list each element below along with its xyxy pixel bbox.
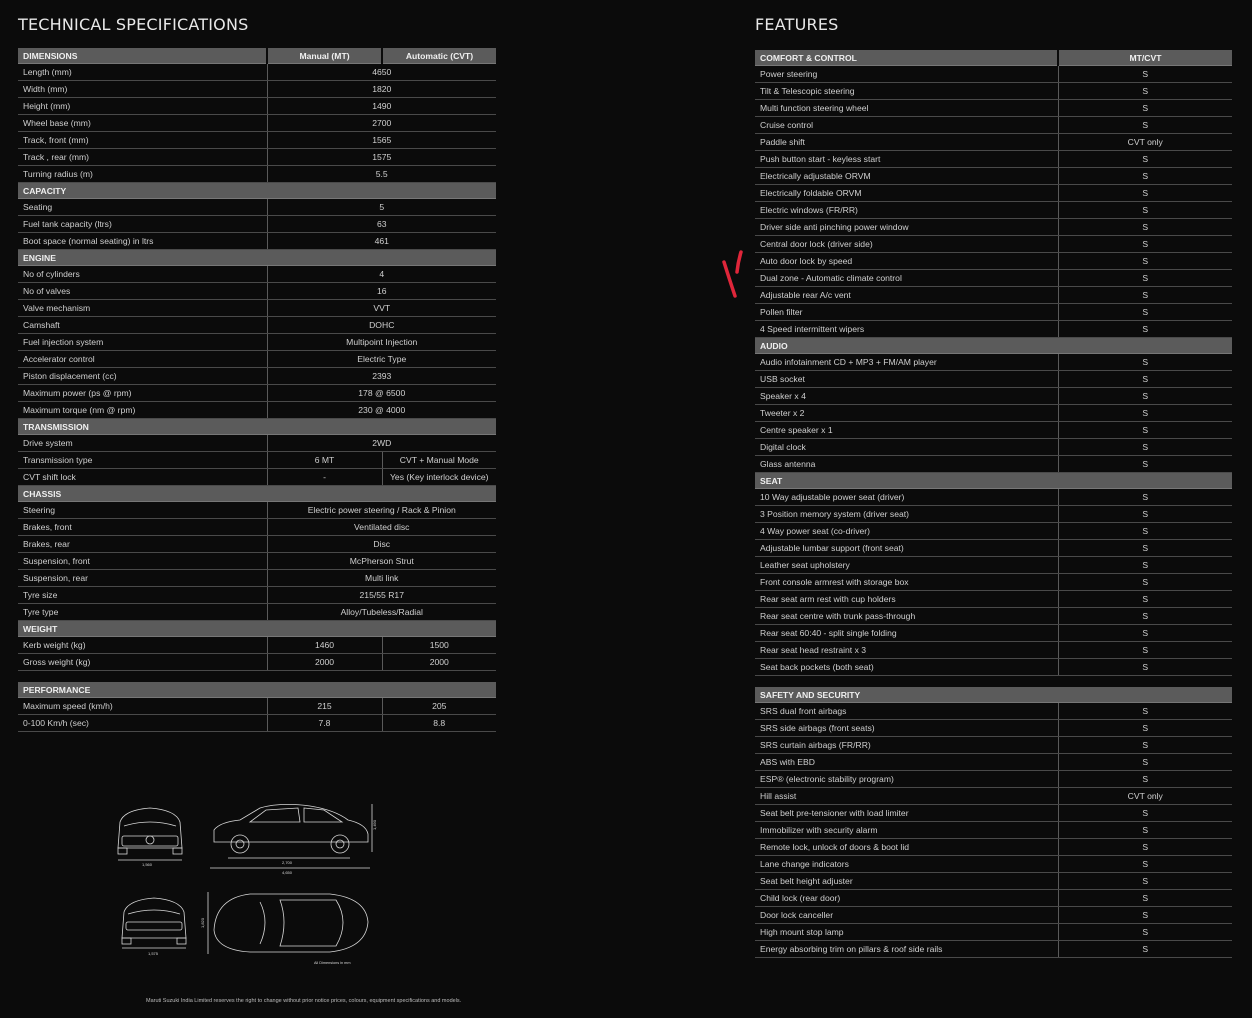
table-row xyxy=(755,168,1232,185)
feature-label: Child lock (rear door) xyxy=(755,890,1058,907)
top-view-drawing xyxy=(208,892,368,954)
feature-value: CVT only xyxy=(1058,788,1232,805)
front-width-label: 1,560 xyxy=(142,862,153,867)
feature-value: S xyxy=(1058,625,1232,642)
table-row xyxy=(755,151,1232,168)
spec-label: Brakes, rear xyxy=(18,536,267,553)
feature-value: S xyxy=(1058,720,1232,737)
feature-label: SRS curtain airbags (FR/RR) xyxy=(755,737,1058,754)
feature-value: S xyxy=(1058,659,1232,676)
column-header-mt-cvt: MT/CVT xyxy=(1058,50,1232,66)
table-row xyxy=(18,402,496,419)
table-row xyxy=(755,270,1232,287)
table-row xyxy=(755,608,1232,625)
table-row xyxy=(18,317,496,334)
feature-label: Glass antenna xyxy=(755,456,1058,473)
feature-label: Cruise control xyxy=(755,117,1058,134)
spec-value: Ventilated disc xyxy=(267,519,496,536)
table-row xyxy=(755,591,1232,608)
section-header xyxy=(18,621,496,637)
spacer-row xyxy=(18,671,496,683)
table-row xyxy=(755,822,1232,839)
table-row xyxy=(18,587,496,604)
feature-label: Rear seat centre with trunk pass-through xyxy=(755,608,1058,625)
spec-label: Boot space (normal seating) in ltrs xyxy=(18,233,267,250)
spec-value: DOHC xyxy=(267,317,496,334)
spec-label: CVT shift lock xyxy=(18,469,267,486)
spec-label: Kerb weight (kg) xyxy=(18,637,267,654)
table-row xyxy=(755,856,1232,873)
spec-value: 1820 xyxy=(267,81,496,98)
feature-label: Tweeter x 2 xyxy=(755,405,1058,422)
spec-value: 2700 xyxy=(267,115,496,132)
table-row xyxy=(18,502,496,519)
section-title: ENGINE xyxy=(18,250,496,266)
feature-label: Adjustable rear A/c vent xyxy=(755,287,1058,304)
spec-label: Suspension, rear xyxy=(18,570,267,587)
table-row xyxy=(755,642,1232,659)
table-row xyxy=(755,236,1232,253)
table-row xyxy=(755,506,1232,523)
feature-label: Electrically foldable ORVM xyxy=(755,185,1058,202)
feature-label: USB socket xyxy=(755,371,1058,388)
table-row xyxy=(18,199,496,216)
spec-value: 230 @ 4000 xyxy=(267,402,496,419)
section-title: COMFORT & CONTROL xyxy=(755,50,1058,66)
feature-label: Hill assist xyxy=(755,788,1058,805)
feature-label: Auto door lock by speed xyxy=(755,253,1058,270)
feature-label: Seat back pockets (both seat) xyxy=(755,659,1058,676)
spec-value: Disc xyxy=(267,536,496,553)
feature-value: CVT only xyxy=(1058,134,1232,151)
feature-value: S xyxy=(1058,287,1232,304)
feature-value: S xyxy=(1058,890,1232,907)
feature-label: 3 Position memory system (driver seat) xyxy=(755,506,1058,523)
feature-value: S xyxy=(1058,489,1232,506)
feature-label: Push button start - keyless start xyxy=(755,151,1058,168)
spec-value: 16 xyxy=(267,283,496,300)
section-title: SAFETY AND SECURITY xyxy=(755,687,1232,703)
spec-value: Alloy/Tubeless/Radial xyxy=(267,604,496,621)
table-row xyxy=(18,654,496,671)
spec-label: Length (mm) xyxy=(18,64,267,81)
table-row xyxy=(18,385,496,402)
feature-label: Immobilizer with security alarm xyxy=(755,822,1058,839)
spec-label: Seating xyxy=(18,199,267,216)
feature-label: Audio infotainment CD + MP3 + FM/AM player xyxy=(755,354,1058,371)
spec-label: Gross weight (kg) xyxy=(18,654,267,671)
spec-label: Track , rear (mm) xyxy=(18,149,267,166)
feature-label: 4 Speed intermittent wipers xyxy=(755,321,1058,338)
table-row xyxy=(755,489,1232,506)
feature-label: ABS with EBD xyxy=(755,754,1058,771)
spec-value: 63 xyxy=(267,216,496,233)
tech-spec-table xyxy=(18,48,496,732)
table-row xyxy=(18,452,496,469)
spec-value-manual: 7.8 xyxy=(267,715,382,732)
spec-value: Multipoint Injection xyxy=(267,334,496,351)
length-label: 4,650 xyxy=(282,870,293,875)
feature-label: Paddle shift xyxy=(755,134,1058,151)
feature-label: SRS side airbags (front seats) xyxy=(755,720,1058,737)
feature-value: S xyxy=(1058,83,1232,100)
spec-label: Transmission type xyxy=(18,452,267,469)
feature-value: S xyxy=(1058,405,1232,422)
section-title: AUDIO xyxy=(755,338,1232,354)
tech-spec-title: TECHNICAL SPECIFICATIONS xyxy=(18,15,249,34)
feature-label: Door lock canceller xyxy=(755,907,1058,924)
section-header xyxy=(18,250,496,266)
feature-value: S xyxy=(1058,219,1232,236)
feature-label: Dual zone - Automatic climate control xyxy=(755,270,1058,287)
table-row xyxy=(755,839,1232,856)
table-row xyxy=(18,334,496,351)
section-header xyxy=(18,486,496,502)
height-label: 1,490 xyxy=(372,819,377,830)
feature-value: S xyxy=(1058,371,1232,388)
side-view-drawing xyxy=(210,804,372,868)
spec-label: Camshaft xyxy=(18,317,267,334)
table-row xyxy=(18,98,496,115)
section-title: WEIGHT xyxy=(18,621,496,637)
feature-label: Digital clock xyxy=(755,439,1058,456)
red-annotation-marks xyxy=(719,244,749,304)
front-view-drawing xyxy=(118,808,182,860)
table-row xyxy=(755,890,1232,907)
table-row xyxy=(755,422,1232,439)
spec-label: No of valves xyxy=(18,283,267,300)
table-row xyxy=(755,117,1232,134)
feature-value: S xyxy=(1058,422,1232,439)
feature-value: S xyxy=(1058,839,1232,856)
table-row xyxy=(755,219,1232,236)
feature-value: S xyxy=(1058,703,1232,720)
feature-value: S xyxy=(1058,523,1232,540)
table-row xyxy=(18,81,496,98)
spec-value: 178 @ 6500 xyxy=(267,385,496,402)
table-row xyxy=(18,536,496,553)
top-width-label: 1,820 xyxy=(200,917,205,928)
spec-label: Drive system xyxy=(18,435,267,452)
feature-label: Leather seat upholstery xyxy=(755,557,1058,574)
table-row xyxy=(755,371,1232,388)
feature-value: S xyxy=(1058,557,1232,574)
dimensions-units-label: All Dimensions in mm xyxy=(314,961,351,965)
feature-value: S xyxy=(1058,304,1232,321)
spec-value: 4 xyxy=(267,266,496,283)
spec-value-automatic: CVT + Manual Mode xyxy=(382,452,496,469)
feature-label: High mount stop lamp xyxy=(755,924,1058,941)
feature-value: S xyxy=(1058,168,1232,185)
rear-width-label: 1,575 xyxy=(148,951,159,956)
table-row xyxy=(18,115,496,132)
feature-value: S xyxy=(1058,941,1232,958)
feature-value: S xyxy=(1058,907,1232,924)
spec-label: Steering xyxy=(18,502,267,519)
table-row xyxy=(755,659,1232,676)
spec-value: 5 xyxy=(267,199,496,216)
table-row xyxy=(18,216,496,233)
feature-label: Power steering xyxy=(755,66,1058,83)
table-row xyxy=(755,720,1232,737)
feature-value: S xyxy=(1058,737,1232,754)
feature-value: S xyxy=(1058,924,1232,941)
spec-label: Accelerator control xyxy=(18,351,267,368)
spec-value-manual: 1460 xyxy=(267,637,382,654)
table-row xyxy=(755,185,1232,202)
feature-label: Rear seat 60:40 - split single folding xyxy=(755,625,1058,642)
feature-label: ESP® (electronic stability program) xyxy=(755,771,1058,788)
feature-value: S xyxy=(1058,540,1232,557)
table-row xyxy=(755,287,1232,304)
spec-label: Maximum torque (nm @ rpm) xyxy=(18,402,267,419)
feature-label: Front console armrest with storage box xyxy=(755,574,1058,591)
table-row xyxy=(755,100,1232,117)
rear-view-drawing xyxy=(122,898,186,948)
table-row xyxy=(18,604,496,621)
spec-label: Maximum speed (km/h) xyxy=(18,698,267,715)
feature-value: S xyxy=(1058,66,1232,83)
feature-value: S xyxy=(1058,202,1232,219)
feature-label: 10 Way adjustable power seat (driver) xyxy=(755,489,1058,506)
column-header-manual: Manual (MT) xyxy=(267,48,382,64)
feature-label: Lane change indicators xyxy=(755,856,1058,873)
table-row xyxy=(18,435,496,452)
feature-value: S xyxy=(1058,439,1232,456)
feature-value: S xyxy=(1058,388,1232,405)
table-row xyxy=(18,698,496,715)
table-row xyxy=(18,300,496,317)
feature-label: SRS dual front airbags xyxy=(755,703,1058,720)
table-row xyxy=(755,134,1232,151)
feature-value: S xyxy=(1058,574,1232,591)
feature-label: Rear seat head restraint x 3 xyxy=(755,642,1058,659)
table-row xyxy=(755,924,1232,941)
spec-value-automatic: 8.8 xyxy=(382,715,496,732)
feature-value: S xyxy=(1058,754,1232,771)
section-title: DIMENSIONS xyxy=(18,48,267,64)
table-row xyxy=(18,519,496,536)
feature-value: S xyxy=(1058,642,1232,659)
wheelbase-label: 2,700 xyxy=(282,860,293,865)
feature-label: Remote lock, unlock of doors & boot lid xyxy=(755,839,1058,856)
feature-label: Driver side anti pinching power window xyxy=(755,219,1058,236)
features-title: FEATURES xyxy=(755,15,839,34)
section-header-comfort xyxy=(755,50,1232,66)
table-row xyxy=(755,405,1232,422)
table-row xyxy=(755,456,1232,473)
table-row xyxy=(755,805,1232,822)
spec-label: Tyre type xyxy=(18,604,267,621)
table-row xyxy=(755,523,1232,540)
table-row xyxy=(18,570,496,587)
spec-label: Wheel base (mm) xyxy=(18,115,267,132)
spec-value-manual: - xyxy=(267,469,382,486)
table-row xyxy=(755,321,1232,338)
table-row xyxy=(18,166,496,183)
spec-value: Electric Type xyxy=(267,351,496,368)
section-title: CHASSIS xyxy=(18,486,496,502)
spec-label: Piston displacement (cc) xyxy=(18,368,267,385)
feature-label: Tilt & Telescopic steering xyxy=(755,83,1058,100)
feature-label: Pollen filter xyxy=(755,304,1058,321)
table-row xyxy=(18,149,496,166)
table-row xyxy=(18,266,496,283)
disclaimer-footer: Maruti Suzuki India Limited reserves the right to change without prior notice prices, colours, equipment specifications and models. xyxy=(146,998,462,1004)
section-header-dimensions xyxy=(18,48,496,64)
spec-value: 2393 xyxy=(267,368,496,385)
feature-label: Seat belt height adjuster xyxy=(755,873,1058,890)
feature-value: S xyxy=(1058,117,1232,134)
table-row xyxy=(755,83,1232,100)
spec-value-manual: 215 xyxy=(267,698,382,715)
table-row xyxy=(18,368,496,385)
spec-value: Multi link xyxy=(267,570,496,587)
spec-value: 5.5 xyxy=(267,166,496,183)
feature-value: S xyxy=(1058,805,1232,822)
feature-value: S xyxy=(1058,456,1232,473)
table-row xyxy=(755,703,1232,720)
spec-label: Height (mm) xyxy=(18,98,267,115)
table-row xyxy=(755,788,1232,805)
table-row xyxy=(755,625,1232,642)
section-header xyxy=(755,473,1232,489)
feature-label: Multi function steering wheel xyxy=(755,100,1058,117)
spec-value: 4650 xyxy=(267,64,496,81)
feature-value: S xyxy=(1058,270,1232,287)
spec-label: 0-100 Km/h (sec) xyxy=(18,715,267,732)
table-row xyxy=(18,553,496,570)
section-header xyxy=(18,419,496,435)
feature-value: S xyxy=(1058,771,1232,788)
feature-label: Central door lock (driver side) xyxy=(755,236,1058,253)
table-row xyxy=(18,283,496,300)
table-row xyxy=(755,737,1232,754)
table-row xyxy=(755,66,1232,83)
feature-value: S xyxy=(1058,253,1232,270)
spec-label: Fuel tank capacity (ltrs) xyxy=(18,216,267,233)
spec-value: 2WD xyxy=(267,435,496,452)
table-row xyxy=(755,253,1232,270)
table-row xyxy=(755,202,1232,219)
section-header xyxy=(18,183,496,199)
table-row xyxy=(18,715,496,732)
table-row xyxy=(755,907,1232,924)
feature-value: S xyxy=(1058,185,1232,202)
section-header xyxy=(755,687,1232,703)
spec-value-manual: 6 MT xyxy=(267,452,382,469)
table-row xyxy=(755,388,1232,405)
table-row xyxy=(755,873,1232,890)
spec-value-automatic: 1500 xyxy=(382,637,496,654)
spec-value: Electric power steering / Rack & Pinion xyxy=(267,502,496,519)
spec-label: Suspension, front xyxy=(18,553,267,570)
table-row xyxy=(18,233,496,250)
spec-label: Width (mm) xyxy=(18,81,267,98)
feature-value: S xyxy=(1058,151,1232,168)
section-title: TRANSMISSION xyxy=(18,419,496,435)
spec-label: Maximum power (ps @ rpm) xyxy=(18,385,267,402)
spec-value: 1490 xyxy=(267,98,496,115)
feature-label: Centre speaker x 1 xyxy=(755,422,1058,439)
table-row xyxy=(755,304,1232,321)
feature-value: S xyxy=(1058,856,1232,873)
table-row xyxy=(755,771,1232,788)
feature-label: Seat belt pre-tensioner with load limiter xyxy=(755,805,1058,822)
feature-label: Rear seat arm rest with cup holders xyxy=(755,591,1058,608)
spec-value: 461 xyxy=(267,233,496,250)
feature-label: Electrically adjustable ORVM xyxy=(755,168,1058,185)
spec-label: Fuel injection system xyxy=(18,334,267,351)
table-row xyxy=(18,637,496,654)
feature-value: S xyxy=(1058,506,1232,523)
column-header-automatic: Automatic (CVT) xyxy=(382,48,496,64)
feature-value: S xyxy=(1058,100,1232,117)
spec-value-automatic: 205 xyxy=(382,698,496,715)
car-dimension-diagrams xyxy=(110,800,380,970)
spec-value: VVT xyxy=(267,300,496,317)
table-row xyxy=(18,132,496,149)
spec-label: Turning radius (m) xyxy=(18,166,267,183)
spec-value-automatic: Yes (Key interlock device) xyxy=(382,469,496,486)
feature-value: S xyxy=(1058,873,1232,890)
feature-value: S xyxy=(1058,354,1232,371)
feature-value: S xyxy=(1058,321,1232,338)
spec-value: 1565 xyxy=(267,132,496,149)
table-row xyxy=(18,469,496,486)
features-table xyxy=(755,50,1232,958)
spec-label: Valve mechanism xyxy=(18,300,267,317)
spec-label: Tyre size xyxy=(18,587,267,604)
table-row xyxy=(755,354,1232,371)
feature-label: Speaker x 4 xyxy=(755,388,1058,405)
spec-value: 215/55 R17 xyxy=(267,587,496,604)
feature-value: S xyxy=(1058,822,1232,839)
spacer-row xyxy=(755,676,1232,688)
feature-label: Electric windows (FR/RR) xyxy=(755,202,1058,219)
table-row xyxy=(755,439,1232,456)
table-row xyxy=(18,351,496,368)
section-header xyxy=(18,682,496,698)
spec-value: 1575 xyxy=(267,149,496,166)
table-row xyxy=(18,64,496,81)
spec-label: No of cylinders xyxy=(18,266,267,283)
table-row xyxy=(755,557,1232,574)
section-header xyxy=(755,338,1232,354)
spec-label: Track, front (mm) xyxy=(18,132,267,149)
table-row xyxy=(755,941,1232,958)
spec-value-automatic: 2000 xyxy=(382,654,496,671)
table-row xyxy=(755,754,1232,771)
feature-value: S xyxy=(1058,591,1232,608)
section-title: SEAT xyxy=(755,473,1232,489)
spec-value: McPherson Strut xyxy=(267,553,496,570)
feature-label: Energy absorbing trim on pillars & roof side rails xyxy=(755,941,1058,958)
section-title: PERFORMANCE xyxy=(18,682,496,698)
section-title: CAPACITY xyxy=(18,183,496,199)
table-row xyxy=(755,574,1232,591)
spec-value-manual: 2000 xyxy=(267,654,382,671)
feature-label: Adjustable lumbar support (front seat) xyxy=(755,540,1058,557)
feature-value: S xyxy=(1058,236,1232,253)
table-row xyxy=(755,540,1232,557)
spec-label: Brakes, front xyxy=(18,519,267,536)
feature-value: S xyxy=(1058,608,1232,625)
feature-label: 4 Way power seat (co-driver) xyxy=(755,523,1058,540)
